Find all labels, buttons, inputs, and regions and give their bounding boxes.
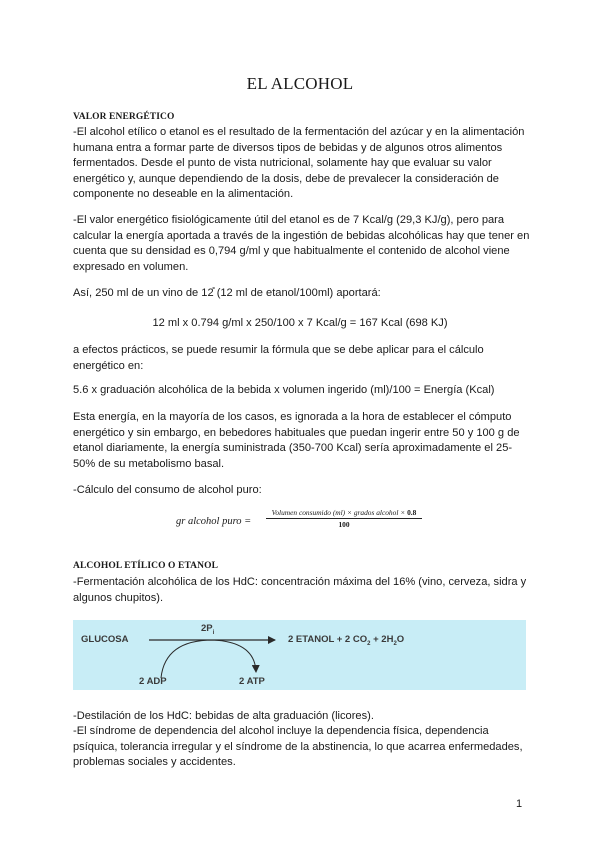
- calculation-line: 12 ml x 0.794 g/ml x 250/100 x 7 Kcal/g = 167 Kcal (698 KJ): [152, 317, 448, 329]
- products-text-a: 2 ETANOL + 2 CO: [288, 634, 368, 645]
- formula-numerator-text: Volumen consumido (ml) × grados alcohol ×: [271, 508, 406, 517]
- section-heading-etanol: ALCOHOL ETÍLICO O ETANOL: [73, 561, 219, 571]
- paragraph-wine-example: Así, 250 ml de un vino de 12̊ (12 ml de etanol/100ml) aportará:: [73, 287, 381, 299]
- products-label: [288, 634, 404, 647]
- formula-fraction: [266, 508, 422, 529]
- adp-label: 2 ADP: [139, 676, 167, 687]
- phosphate-subscript: i: [212, 629, 215, 636]
- products-text-c: O: [396, 634, 405, 645]
- paragraph-distillation: -Destilación de los HdC: bebidas de alta graduación (licores).: [73, 710, 374, 722]
- phosphate-label: [201, 623, 214, 636]
- atp-curve-arrow: [161, 640, 256, 678]
- pure-alcohol-formula: [0, 508, 600, 534]
- glucose-label: GLUCOSA: [81, 634, 129, 645]
- paragraph-intro: -El alcohol etílico o etanol es el resultado de la fermentación del azúcar y en la alimentación humana entra a formar parte de diversos tipos de bebidas y de algunos otros alimentos fermentados. Desde el punto de vista nutricional, solamente hay que evaluar su valor energético y, aunque dependiendo de la dosis, debe de prevalecer la consideración de componente no deseable en la alimentación.: [73, 126, 525, 200]
- paragraph-dependence: -El síndrome de dependencia del alcohol incluye la dependencia física, dependencia psíquica, tolerancia irregular y el síndrome de la abstinencia, lo que acarrea enfermedades, problemas sociales y accidentes.: [73, 725, 523, 768]
- paragraph-pure-alcohol: -Cálculo del consumo de alcohol puro:: [73, 484, 262, 496]
- page-title: EL ALCOHOL: [246, 74, 354, 93]
- h2o-subscript: 2: [393, 640, 397, 647]
- co2-subscript: 2: [367, 640, 371, 647]
- products-text-b: + 2H: [370, 634, 394, 645]
- formula-numerator: [266, 508, 422, 519]
- formula-factor: 0.8: [407, 508, 417, 517]
- paragraph-energy-ignored: Esta energía, en la mayoría de los casos, es ignorada a la hora de establecer el cómputo energético y sin embargo, en bebedores habituales que puedan ingerir entre 50 y 100 g de etanol diariamente, la energía suministrada (350-700 Kcal) sería aproximadamente el 25-50% de su metabolismo basal.: [73, 411, 520, 470]
- section-heading-valor-energetico: VALOR ENERGÉTICO: [73, 112, 175, 122]
- fermentation-diagram: [73, 620, 526, 690]
- formula-denominator: 100: [338, 520, 350, 529]
- page-number: 1: [516, 798, 523, 810]
- atp-label: 2 ATP: [239, 676, 265, 687]
- paragraph-fermentation: -Fermentación alcohólica de los HdC: concentración máxima del 16% (vino, cerveza, sidra y algunos chupitos).: [73, 576, 527, 604]
- paragraph-energy-value: -El valor energético fisiológicamente útil del etanol es de 7 Kcal/g (29,3 KJ/g), pero para calcular la energía aportada a través de la ingestión de bebidas alcohólicas hay que tener en cuenta que su densidad es 0,794 g/ml y que habitualmente el contenido de alcohol viene expresado en volumen.: [73, 214, 530, 273]
- phosphate-text: 2P: [201, 623, 213, 634]
- paragraph-practical: a efectos prácticos, se puede resumir la fórmula que se debe aplicar para el cálculo energético en:: [73, 344, 484, 372]
- paragraph-formula-text: 5.6 x graduación alcohólica de la bebida x volumen ingerido (ml)/100 = Energía (Kcal): [73, 384, 495, 396]
- formula-lhs: gr alcohol puro =: [176, 516, 252, 527]
